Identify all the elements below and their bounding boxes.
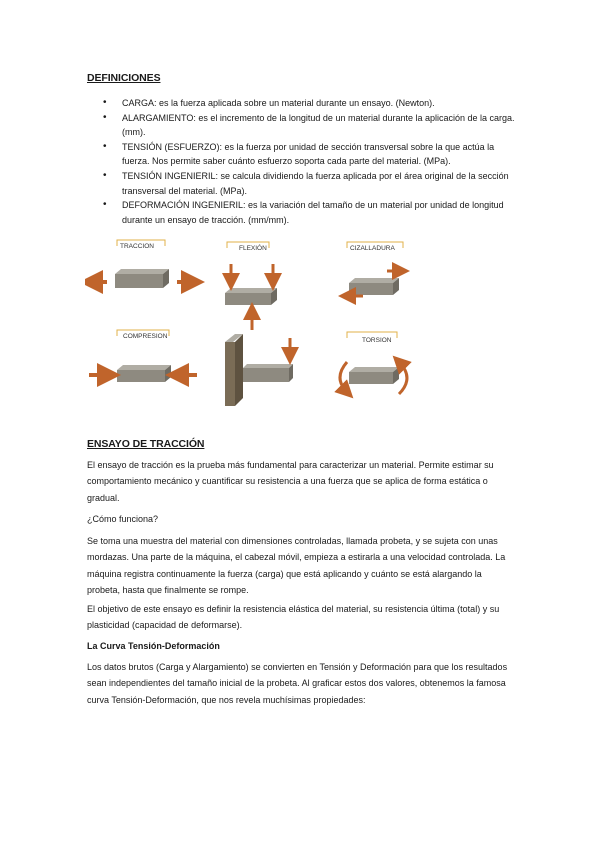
curva-paragraph: Los datos brutos (Carga y Alargamiento) se convierten en Tensión y Deformación para que los resultados sean independientes del tamaño inicial de la probeta. Al graficar estos dos valores, obtenemos la famosa curva Tensión-Deformación, que nos revela muchísimas propiedades: [87,662,508,705]
load-types-diagram [85,238,425,408]
definition-tension: • TENSIÓN (ESFUERZO): es la fuerza por unidad de sección transversal sobre la que actúa la fuerza. Nos permite saber cuánto esfuerzo soporta cada parte del material. (MPa). [87,140,517,169]
definition-tension-ingenieril: • TENSIÓN INGENIERIL: se calcula dividiendo la fuerza aplicada por el área original de la sección transversal del material. (MPa). [87,169,517,198]
torsion-arrow-right [399,362,407,394]
torsion-panel [340,332,407,394]
traccion-label: TRACCION [120,243,154,250]
definiciones-heading: DEFINICIONES [87,72,161,84]
como-funciona-paragraph: Se toma una muestra del material con dimensiones controladas, llamada probeta, y se sujeta con unas mordazas. Una parte de la máquina, el cabezal móvil, empieza a estirarla a una velocidad controlada. La máquina registra continuamente la fuerza (carga) que está aplicando y cuánto se está alargando la probeta, hasta que finalmente se rompe. [87,536,506,596]
definitions-list [87,96,517,227]
flexion-label: FLEXIÓN [239,245,267,252]
cizalladura-panel [347,242,403,296]
curva-subheading: La Curva Tensión-Deformación [87,641,220,651]
compresion-label: COMPRESION [123,333,168,340]
cizalladura-label: CIZALLADURA [350,245,395,252]
torsion-arrow-left [340,362,347,392]
traccion-panel [91,240,193,288]
compresion-panel [89,330,197,382]
ensayo-heading: ENSAYO DE TRACCIÓN [87,438,205,450]
ensayo-intro-paragraph: El ensayo de tracción es la prueba más fundamental para caracterizar un material. Permite estimar su comportamiento mecánico y cuantificar su resistencia a una fuerza que se aplica de forma estática o gradual. [87,460,494,503]
definition-alargamiento: • ALARGAMIENTO: es el incremento de la longitud de un material durante la aplicación de la carga. (mm). [87,111,517,140]
definition-carga: • CARGA: es la fuerza aplicada sobre un material durante un ensayo. (Newton). [87,96,517,111]
objetivo-paragraph: El objetivo de este ensayo es definir la resistencia elástica del material, su resistencia última (total) y su plasticidad (capacidad de deformarse). [87,604,500,631]
definition-deformacion-ingenieril: • DEFORMACIÓN INGENIERIL: es la variación del tamaño de un material por unidad de longitud durante un ensayo de tracción. (mm/mm). [87,198,517,227]
flexion-panel [225,242,277,330]
como-funciona-question: ¿Cómo funciona? [87,514,159,524]
torsion-label: TORSION [362,337,392,344]
cantilever-figure [225,334,293,406]
